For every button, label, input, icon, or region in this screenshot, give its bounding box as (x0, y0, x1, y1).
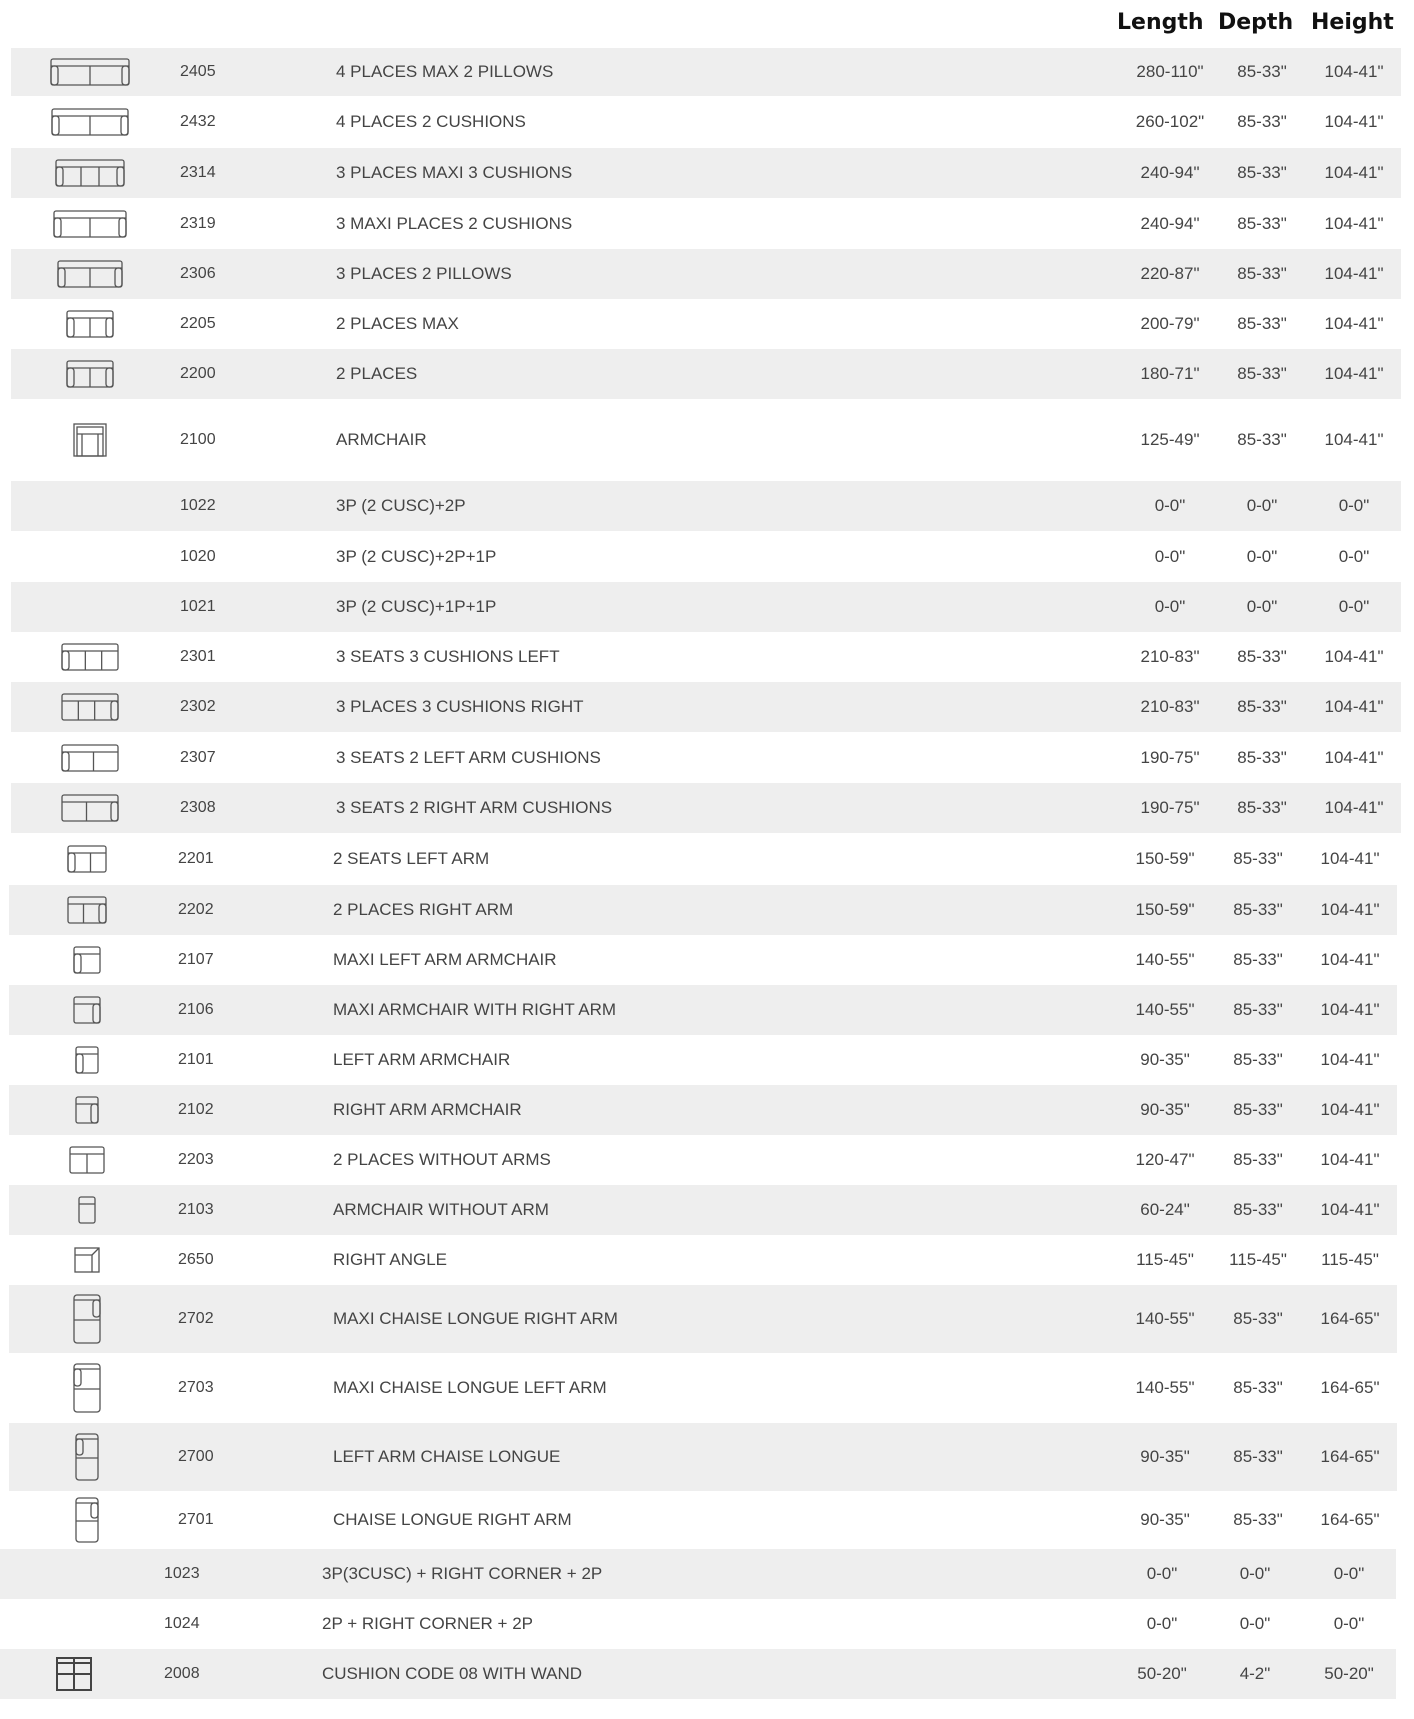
length-value: 90-35" (1140, 1510, 1190, 1529)
product-description: 3 PLACES 3 CUSHIONS RIGHT (336, 697, 584, 716)
table-row (11, 481, 1401, 531)
depth-value: 85-33" (1233, 1000, 1283, 1019)
product-code: 2201 (178, 850, 214, 867)
height-value: 50-20" (1324, 1664, 1374, 1683)
height-value: 0-0" (1333, 1614, 1365, 1633)
product-description: RIGHT ANGLE (333, 1250, 447, 1269)
product-description: LEFT ARM CHAISE LONGUE (333, 1447, 561, 1466)
depth-value: 85-33" (1237, 798, 1287, 817)
sofa-3-seat-right-arm-icon (61, 693, 119, 721)
table-row (0, 1649, 1396, 1699)
length-value: 115-45" (1136, 1250, 1194, 1269)
length-value: 280-110" (1136, 62, 1204, 81)
length-value: 125-49" (1140, 430, 1200, 449)
product-description: 3 SEATS 3 CUSHIONS LEFT (336, 647, 560, 666)
depth-value: 85-33" (1237, 163, 1287, 182)
length-value: 200-79" (1140, 314, 1200, 333)
chaise-right-arm-icon (73, 1294, 101, 1344)
sofa-3-seat-pillows-icon (57, 260, 123, 288)
depth-value: 4-2" (1239, 1664, 1271, 1683)
product-description: 3 SEATS 2 LEFT ARM CUSHIONS (336, 748, 601, 767)
depth-value: 0-0" (1246, 547, 1278, 566)
height-value: 104-41" (1324, 647, 1384, 666)
product-description: 3P (2 CUSC)+2P (336, 496, 466, 515)
depth-value: 85-33" (1233, 1150, 1283, 1169)
height-value: 104-41" (1324, 62, 1384, 81)
armchair-no-arm-icon (78, 1196, 96, 1224)
depth-value: 85-33" (1233, 1200, 1283, 1219)
height-value: 104-41" (1320, 849, 1380, 868)
product-description: 3 SEATS 2 RIGHT ARM CUSHIONS (336, 798, 613, 817)
product-description: 3P(3CUSC) + RIGHT CORNER + 2P (322, 1564, 603, 1583)
depth-value: 85-33" (1233, 1378, 1283, 1397)
sofa-2-seat-right-arm-icon (67, 896, 107, 924)
height-value: 104-41" (1320, 950, 1380, 969)
sofa-3-cushion-icon (55, 159, 125, 187)
length-value: 140-55" (1135, 1378, 1195, 1397)
table-row (11, 399, 1401, 481)
table-row (0, 1549, 1396, 1599)
table-row (9, 1285, 1397, 1353)
table-row (9, 1491, 1397, 1549)
armchair-icon (73, 423, 107, 457)
product-description: 3P (2 CUSC)+2P+1P (336, 547, 497, 566)
depth-value: 85-33" (1237, 647, 1287, 666)
table-row (9, 1423, 1397, 1491)
product-code: 2308 (180, 799, 216, 816)
table-row (11, 98, 1401, 146)
table-row (11, 148, 1401, 198)
product-description: ARMCHAIR (336, 430, 427, 449)
length-value: 150-59" (1135, 849, 1195, 868)
table-row (11, 299, 1401, 349)
length-value: 140-55" (1135, 950, 1195, 969)
table-row (9, 985, 1397, 1035)
length-value: 60-24" (1140, 1200, 1190, 1219)
corner-icon (74, 1247, 100, 1273)
product-code: 2306 (180, 265, 216, 282)
product-code: 1023 (164, 1565, 200, 1582)
length-value: 0-0" (1154, 547, 1186, 566)
sofa-3-seat-2-cushion-icon (53, 210, 127, 238)
table-row (9, 885, 1397, 935)
height-value: 164-65" (1320, 1510, 1380, 1529)
armchair-left-arm-icon (73, 946, 101, 974)
armchair-right-arm-icon (73, 996, 101, 1024)
small-armchair-left-arm-icon (75, 1046, 99, 1074)
depth-value: 85-33" (1237, 748, 1287, 767)
product-code: 2319 (180, 215, 216, 232)
table-row (11, 582, 1401, 632)
length-value: 140-55" (1135, 1000, 1195, 1019)
height-value: 104-41" (1324, 697, 1384, 716)
product-code: 2701 (178, 1511, 214, 1528)
product-code: 2102 (178, 1101, 214, 1118)
table-row (9, 1135, 1397, 1185)
product-code: 1022 (180, 497, 216, 514)
product-code: 2203 (178, 1151, 214, 1168)
height-value: 104-41" (1324, 748, 1384, 767)
depth-value: 0-0" (1246, 496, 1278, 515)
depth-value: 115-45" (1229, 1250, 1287, 1269)
height-value: 0-0" (1338, 547, 1370, 566)
height-value: 104-41" (1324, 798, 1384, 817)
product-description: ARMCHAIR WITHOUT ARM (333, 1200, 549, 1219)
table-row (11, 632, 1401, 682)
header-depth: Depth (1218, 10, 1294, 35)
table-row (11, 532, 1401, 582)
depth-value: 85-33" (1233, 1447, 1283, 1466)
product-description: MAXI CHAISE LONGUE RIGHT ARM (333, 1309, 618, 1328)
length-value: 120-47" (1135, 1150, 1195, 1169)
product-description: CHAISE LONGUE RIGHT ARM (333, 1510, 572, 1529)
product-code: 2200 (180, 365, 216, 382)
height-value: 104-41" (1324, 264, 1384, 283)
product-description: 2 SEATS LEFT ARM (333, 849, 490, 868)
height-value: 164-65" (1320, 1447, 1380, 1466)
product-description: MAXI ARMCHAIR WITH RIGHT ARM (333, 1000, 617, 1019)
depth-value: 85-33" (1233, 1309, 1283, 1328)
length-value: 180-71" (1140, 364, 1200, 383)
header-length: Length (1117, 10, 1204, 35)
length-value: 240-94" (1140, 214, 1200, 233)
depth-value: 85-33" (1237, 264, 1287, 283)
product-description: MAXI LEFT ARM ARMCHAIR (333, 950, 557, 969)
length-value: 140-55" (1135, 1309, 1195, 1328)
sofa-2-seat-no-arms-icon (69, 1146, 105, 1174)
chaise-left-arm-icon (73, 1363, 101, 1413)
sofa-2-seat-icon (66, 360, 114, 388)
length-value: 150-59" (1135, 900, 1195, 919)
length-value: 240-94" (1140, 163, 1200, 182)
product-code: 2100 (180, 431, 216, 448)
height-value: 104-41" (1320, 1150, 1380, 1169)
height-value: 164-65" (1320, 1309, 1380, 1328)
sofa-3-seat-left-arm-icon (61, 643, 119, 671)
table-row (11, 733, 1401, 783)
depth-value: 0-0" (1239, 1564, 1271, 1583)
product-description: 4 PLACES 2 CUSHIONS (336, 112, 526, 131)
product-code: 1024 (164, 1615, 200, 1632)
depth-value: 85-33" (1237, 214, 1287, 233)
height-value: 0-0" (1338, 597, 1370, 616)
product-description: 3 PLACES MAXI 3 CUSHIONS (336, 163, 573, 182)
depth-value: 85-33" (1237, 697, 1287, 716)
height-value: 0-0" (1333, 1564, 1365, 1583)
height-value: 104-41" (1320, 1200, 1380, 1219)
length-value: 220-87" (1140, 264, 1200, 283)
depth-value: 85-33" (1237, 430, 1287, 449)
table-row (9, 1235, 1397, 1285)
depth-value: 85-33" (1233, 849, 1283, 868)
product-code: 2101 (178, 1051, 214, 1068)
product-code: 2008 (164, 1665, 200, 1682)
height-value: 104-41" (1324, 163, 1384, 182)
product-description: CUSHION CODE 08 WITH WAND (322, 1664, 583, 1683)
length-value: 0-0" (1146, 1564, 1178, 1583)
sofa-3-seat-2-right-arm-icon (61, 794, 119, 822)
table-row (0, 1599, 1396, 1649)
product-description: 2 PLACES RIGHT ARM (333, 900, 514, 919)
sofa-4-seat-icon (51, 108, 129, 136)
product-code: 2107 (178, 951, 214, 968)
product-code: 2106 (178, 1001, 214, 1018)
product-code: 2103 (178, 1201, 214, 1218)
table-row (9, 1185, 1397, 1235)
product-description: RIGHT ARM ARMCHAIR (333, 1100, 522, 1119)
table-row (9, 1353, 1397, 1423)
table-row (11, 249, 1401, 299)
cushion-grid-icon (56, 1657, 92, 1691)
height-value: 104-41" (1320, 1000, 1380, 1019)
length-value: 260-102" (1135, 112, 1205, 131)
depth-value: 0-0" (1246, 597, 1278, 616)
table-row (11, 783, 1401, 833)
depth-value: 0-0" (1239, 1614, 1271, 1633)
length-value: 90-35" (1140, 1100, 1190, 1119)
product-code: 2650 (178, 1251, 214, 1268)
table-row (11, 349, 1401, 399)
product-code: 2700 (178, 1448, 214, 1465)
depth-value: 85-33" (1233, 900, 1283, 919)
table-row (11, 48, 1401, 96)
sofa-3-seat-2-left-arm-icon (61, 744, 119, 772)
product-description: 2 PLACES (336, 364, 418, 383)
product-code: 1020 (180, 548, 216, 565)
table-row (9, 1085, 1397, 1135)
small-chaise-left-arm-icon (75, 1433, 99, 1481)
product-description: LEFT ARM ARMCHAIR (333, 1050, 511, 1069)
table-row (9, 833, 1397, 885)
product-code: 2301 (180, 648, 216, 665)
height-value: 104-41" (1320, 900, 1380, 919)
length-value: 90-35" (1140, 1447, 1190, 1466)
height-value: 104-41" (1324, 112, 1384, 131)
height-value: 104-41" (1324, 430, 1384, 449)
product-description: MAXI CHAISE LONGUE LEFT ARM (333, 1378, 607, 1397)
small-chaise-right-arm-icon (75, 1497, 99, 1543)
height-value: 104-41" (1324, 214, 1384, 233)
product-code: 1021 (180, 598, 216, 615)
height-value: 0-0" (1338, 496, 1370, 515)
length-value: 210-83" (1140, 647, 1200, 666)
product-code: 2314 (180, 164, 216, 181)
product-code: 2302 (180, 698, 216, 715)
product-code: 2307 (180, 749, 216, 766)
height-value: 164-65" (1320, 1378, 1380, 1397)
table-row (9, 935, 1397, 985)
depth-value: 85-33" (1237, 62, 1287, 81)
length-value: 90-35" (1140, 1050, 1190, 1069)
product-description: 2 PLACES MAX (336, 314, 459, 333)
height-value: 104-41" (1320, 1100, 1380, 1119)
header-height: Height (1311, 10, 1394, 35)
length-value: 50-20" (1137, 1664, 1187, 1683)
depth-value: 85-33" (1237, 112, 1287, 131)
product-code: 2432 (180, 113, 216, 130)
depth-value: 85-33" (1233, 950, 1283, 969)
product-code: 2703 (178, 1379, 214, 1396)
table-row (9, 1035, 1397, 1085)
depth-value: 85-33" (1233, 1050, 1283, 1069)
sofa-2-seat-left-arm-icon (67, 845, 107, 873)
length-value: 0-0" (1154, 597, 1186, 616)
product-description: 2 PLACES WITHOUT ARMS (333, 1150, 551, 1169)
length-value: 0-0" (1154, 496, 1186, 515)
length-value: 210-83" (1140, 697, 1200, 716)
product-code: 2405 (180, 63, 216, 80)
length-value: 190-75" (1140, 798, 1200, 817)
table-row (11, 199, 1401, 249)
depth-value: 85-33" (1237, 364, 1287, 383)
product-code: 2202 (178, 901, 214, 918)
length-value: 190-75" (1140, 748, 1200, 767)
product-description: 3 MAXI PLACES 2 CUSHIONS (336, 214, 573, 233)
product-code: 2702 (178, 1310, 214, 1327)
length-value: 0-0" (1146, 1614, 1178, 1633)
product-description: 3 PLACES 2 PILLOWS (336, 264, 512, 283)
sofa-2-seat-max-icon (66, 310, 114, 338)
height-value: 115-45" (1321, 1250, 1379, 1269)
height-value: 104-41" (1320, 1050, 1380, 1069)
sofa-4-seat-pillows-icon (50, 58, 130, 86)
depth-value: 85-33" (1233, 1100, 1283, 1119)
product-description: 3P (2 CUSC)+1P+1P (336, 597, 497, 616)
depth-value: 85-33" (1233, 1510, 1283, 1529)
product-code: 2205 (180, 315, 216, 332)
height-value: 104-41" (1324, 314, 1384, 333)
product-description: 2P + RIGHT CORNER + 2P (322, 1614, 533, 1633)
table-row (11, 682, 1401, 732)
height-value: 104-41" (1324, 364, 1384, 383)
small-armchair-right-arm-icon (75, 1096, 99, 1124)
depth-value: 85-33" (1237, 314, 1287, 333)
product-description: 4 PLACES MAX 2 PILLOWS (336, 62, 554, 81)
